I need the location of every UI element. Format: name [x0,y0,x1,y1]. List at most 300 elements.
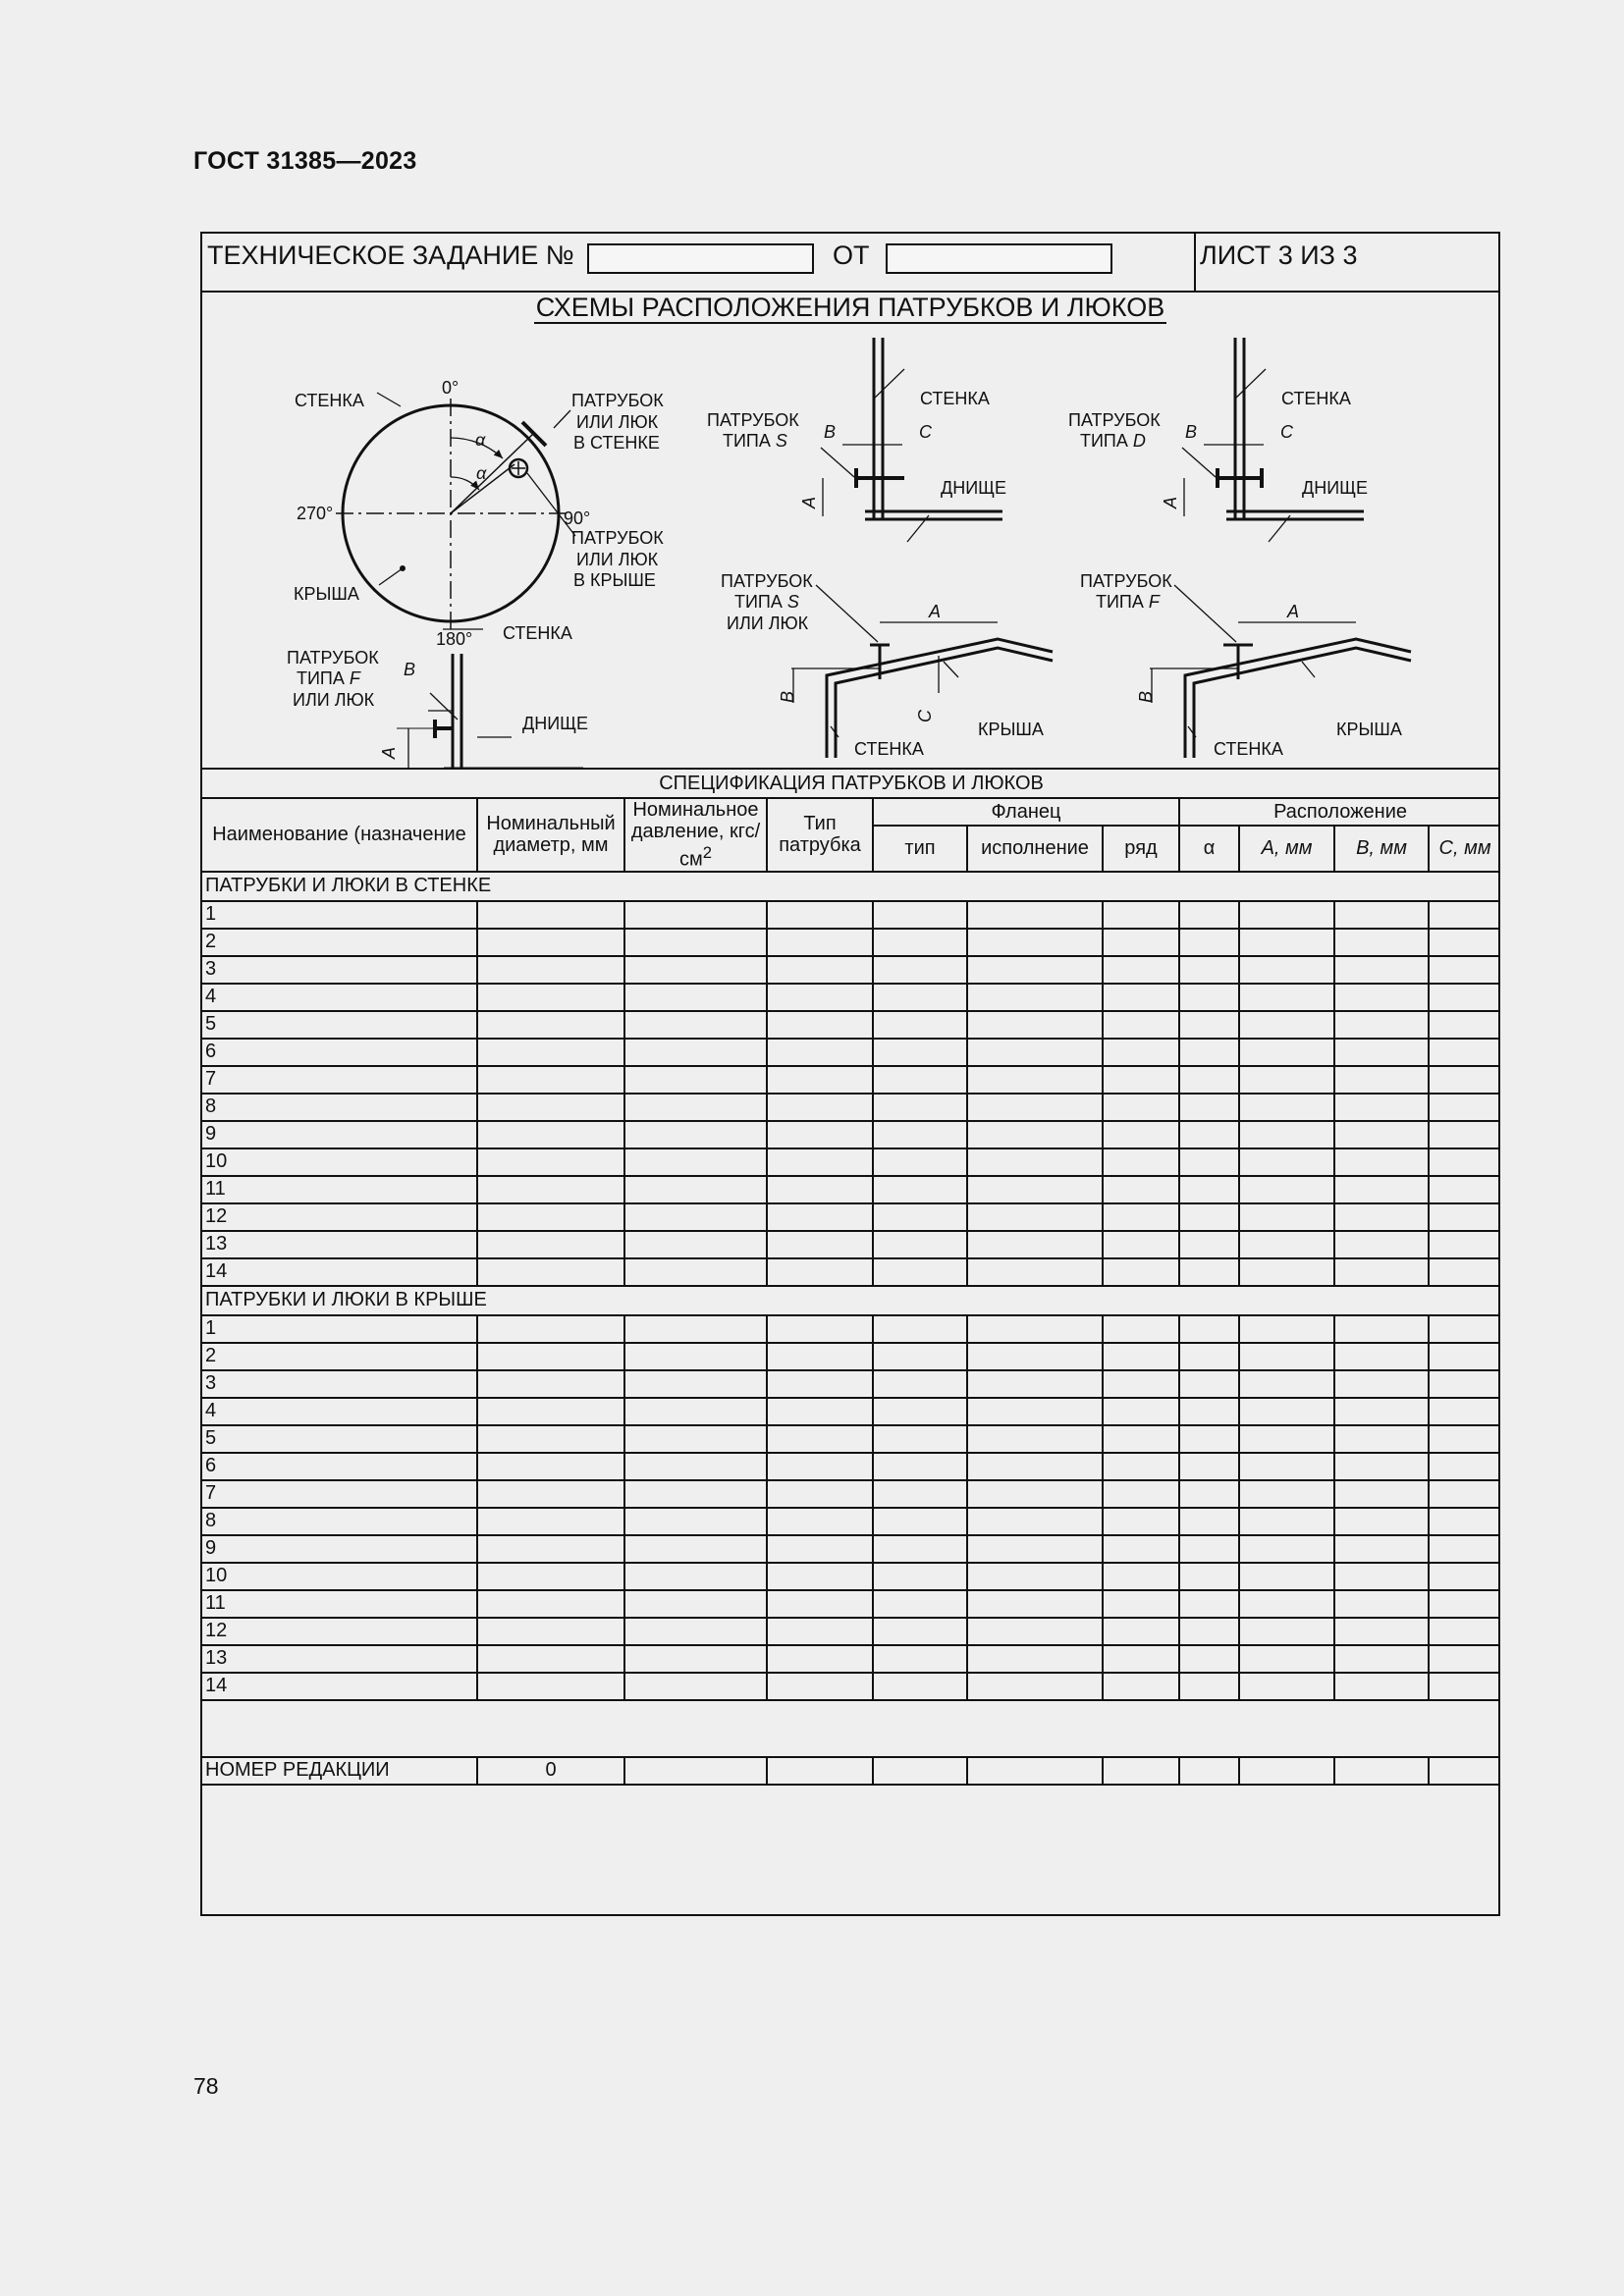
roof-cell[interactable] [1179,1480,1239,1508]
wall-cell[interactable] [1334,956,1429,984]
wall-cell[interactable] [873,956,967,984]
spec-number-field[interactable] [589,245,812,272]
wall-cell[interactable] [1179,984,1239,1011]
wall-cell[interactable] [1429,1094,1500,1121]
roof-cell[interactable] [1179,1398,1239,1425]
wall-cell[interactable] [1334,1121,1429,1148]
roof-cell[interactable] [967,1645,1103,1673]
wall-cell[interactable] [967,1094,1103,1121]
roof-cell[interactable] [1429,1425,1500,1453]
wall-cell[interactable] [624,1039,767,1066]
roof-cell[interactable] [1334,1563,1429,1590]
roof-cell[interactable] [1429,1315,1500,1343]
roof-cell[interactable] [873,1508,967,1535]
wall-cell[interactable] [1179,1011,1239,1039]
roof-cell[interactable] [1239,1343,1334,1370]
wall-cell[interactable] [967,901,1103,929]
roof-cell[interactable] [967,1563,1103,1590]
roof-cell[interactable] [1179,1563,1239,1590]
roof-cell[interactable] [767,1508,873,1535]
wall-cell[interactable] [1239,1066,1334,1094]
roof-cell[interactable] [967,1315,1103,1343]
wall-cell[interactable] [477,1258,624,1286]
roof-cell[interactable] [1239,1508,1334,1535]
roof-cell[interactable] [1334,1590,1429,1618]
roof-cell[interactable] [624,1673,767,1700]
wall-cell[interactable] [1103,1148,1179,1176]
wall-cell[interactable] [767,1121,873,1148]
table-row [202,901,1500,929]
roof-cell[interactable] [1334,1535,1429,1563]
roof-cell[interactable] [1334,1673,1429,1700]
wall-cell[interactable] [967,1176,1103,1203]
roof-cell[interactable] [767,1425,873,1453]
wall-cell[interactable] [624,1258,767,1286]
wall-cell[interactable] [624,1121,767,1148]
roof-cell[interactable] [477,1563,624,1590]
roof-cell[interactable] [1239,1563,1334,1590]
wall-cell[interactable] [767,901,873,929]
roof-cell[interactable] [1103,1370,1179,1398]
wall-cell[interactable] [1103,1066,1179,1094]
roof-cell[interactable] [1179,1315,1239,1343]
roof-cell[interactable] [767,1563,873,1590]
wall-cell[interactable] [1103,956,1179,984]
roof-cell[interactable] [1334,1425,1429,1453]
roof-cell[interactable] [1103,1618,1179,1645]
roof-cell[interactable] [873,1535,967,1563]
roof-cell[interactable] [477,1673,624,1700]
roof-cell[interactable] [477,1535,624,1563]
roof-cell[interactable] [624,1535,767,1563]
wall-cell[interactable] [624,1066,767,1094]
wall-cell[interactable] [1179,1039,1239,1066]
wall-cell[interactable] [967,1231,1103,1258]
roof-cell[interactable] [1239,1453,1334,1480]
wall-cell[interactable] [1179,929,1239,956]
wall-cell[interactable] [1179,1203,1239,1231]
wall-cell[interactable] [767,1148,873,1176]
roof-cell[interactable] [1103,1343,1179,1370]
spec-date-field[interactable] [888,245,1110,272]
wall-cell[interactable] [1179,1231,1239,1258]
wall-cell[interactable] [1239,984,1334,1011]
roof-cell[interactable] [767,1590,873,1618]
roof-cell[interactable] [873,1315,967,1343]
wall-cell[interactable] [1239,1039,1334,1066]
wall-cell[interactable] [477,901,624,929]
wall-cell[interactable] [624,1011,767,1039]
roof-cell[interactable] [477,1343,624,1370]
wall-cell[interactable] [967,1066,1103,1094]
wall-cell[interactable] [477,1066,624,1094]
wall-cell[interactable] [1334,929,1429,956]
roof-cell[interactable] [1239,1370,1334,1398]
wall-cell[interactable] [1103,929,1179,956]
roof-cell[interactable] [1334,1370,1429,1398]
wall-cell[interactable] [477,1148,624,1176]
schemes-title: СХЕМЫ РАСПОЛОЖЕНИЯ ПАТРУБКОВ И ЛЮКОВ [535,293,1165,322]
notes-cell[interactable] [202,1700,1500,1757]
wall-cell[interactable] [477,1176,624,1203]
wall-cell[interactable] [967,1148,1103,1176]
roof-cell[interactable] [1179,1343,1239,1370]
wall-cell[interactable] [1429,1121,1500,1148]
wall-cell[interactable] [1103,1258,1179,1286]
wall-cell[interactable] [624,984,767,1011]
wall-cell[interactable] [767,1176,873,1203]
roof-cell[interactable] [624,1508,767,1535]
wall-cell[interactable] [767,1011,873,1039]
roof-cell[interactable] [1429,1618,1500,1645]
roof-cell[interactable] [477,1315,624,1343]
wall-cell[interactable] [1239,1094,1334,1121]
wall-cell[interactable] [477,929,624,956]
wall-cell[interactable] [1334,1066,1429,1094]
wall-cell[interactable] [873,1258,967,1286]
wall-cell[interactable] [1429,901,1500,929]
wall-cell[interactable] [624,1203,767,1231]
roof-cell[interactable] [1103,1673,1179,1700]
wall-cell[interactable] [1103,1039,1179,1066]
roof-cell[interactable] [1103,1563,1179,1590]
revision-cell[interactable] [1179,1757,1239,1785]
wall-cell[interactable] [767,1066,873,1094]
revision-cell[interactable] [1334,1757,1429,1785]
wall-cell[interactable] [1239,1011,1334,1039]
roof-cell[interactable] [967,1453,1103,1480]
roof-cell[interactable] [873,1425,967,1453]
roof-cell[interactable] [1239,1535,1334,1563]
roof-cell[interactable] [1429,1480,1500,1508]
roof-cell[interactable] [477,1645,624,1673]
roof-cell[interactable] [967,1343,1103,1370]
revision-cell[interactable] [1429,1757,1500,1785]
roof-cell[interactable] [967,1398,1103,1425]
wall-cell[interactable] [1179,1094,1239,1121]
roof-cell[interactable] [1429,1645,1500,1673]
roof-cell[interactable] [1179,1508,1239,1535]
roof-cell[interactable] [1103,1480,1179,1508]
roof-cell[interactable] [1429,1398,1500,1425]
wall-cell[interactable] [1239,1176,1334,1203]
roof-cell[interactable] [1239,1645,1334,1673]
roof-cell[interactable] [873,1645,967,1673]
roof-cell[interactable] [1429,1590,1500,1618]
wall-cell[interactable] [1103,1203,1179,1231]
roof-cell[interactable] [767,1480,873,1508]
wall-cell[interactable] [767,1231,873,1258]
roof-cell[interactable] [967,1370,1103,1398]
wall-cell[interactable] [873,984,967,1011]
roof-cell[interactable] [477,1425,624,1453]
wall-cell[interactable] [873,929,967,956]
roof-cell[interactable] [624,1425,767,1453]
roof-cell[interactable] [1239,1315,1334,1343]
roof-cell[interactable] [1103,1535,1179,1563]
wall-cell[interactable] [1239,901,1334,929]
revision-cell[interactable] [1103,1757,1179,1785]
wall-cell[interactable] [477,956,624,984]
wall-cell[interactable] [1429,984,1500,1011]
roof-cell[interactable] [767,1645,873,1673]
wall-cell[interactable] [873,1039,967,1066]
wall-cell[interactable] [477,984,624,1011]
roof-cell[interactable] [1239,1590,1334,1618]
roof-cell[interactable] [1429,1343,1500,1370]
roof-cell[interactable] [1179,1370,1239,1398]
wall-cell[interactable] [1103,1231,1179,1258]
wall-cell[interactable] [1239,1148,1334,1176]
roof-cell[interactable] [767,1618,873,1645]
roof-cell[interactable] [477,1453,624,1480]
roof-cell[interactable] [967,1425,1103,1453]
roof-cell[interactable] [477,1480,624,1508]
wall-cell[interactable] [767,984,873,1011]
roof-cell[interactable] [1429,1370,1500,1398]
revision-cell[interactable] [1239,1757,1334,1785]
wall-cell[interactable] [1334,901,1429,929]
wall-cell[interactable] [1239,1258,1334,1286]
wall-cell[interactable] [477,1203,624,1231]
wall-cell[interactable] [767,929,873,956]
wall-cell[interactable] [1334,1203,1429,1231]
wall-cell[interactable] [1239,1121,1334,1148]
roof-cell[interactable] [1103,1645,1179,1673]
wall-cell[interactable] [1103,1176,1179,1203]
roof-cell[interactable] [624,1563,767,1590]
wall-cell[interactable] [873,1094,967,1121]
wall-cell[interactable] [624,1231,767,1258]
roof-cell[interactable] [967,1590,1103,1618]
wall-cell[interactable] [1334,1176,1429,1203]
wall-cell[interactable] [1179,901,1239,929]
wall-cell[interactable] [967,929,1103,956]
roof-cell[interactable] [1239,1480,1334,1508]
wall-cell[interactable] [767,1094,873,1121]
roof-cell[interactable] [873,1590,967,1618]
wall-cell[interactable] [873,1121,967,1148]
wall-cell[interactable] [1429,929,1500,956]
roof-cell[interactable] [1334,1645,1429,1673]
spec-number-box[interactable] [587,243,814,274]
roof-cell[interactable] [624,1343,767,1370]
wall-cell[interactable] [1103,1121,1179,1148]
wall-cell[interactable] [967,1011,1103,1039]
wall-cell[interactable] [967,956,1103,984]
wall-cell[interactable] [967,1258,1103,1286]
wall-cell[interactable] [767,1039,873,1066]
revision-cell[interactable] [767,1757,873,1785]
wall-cell[interactable] [624,929,767,956]
roof-cell[interactable] [1429,1535,1500,1563]
roof-cell[interactable] [1179,1673,1239,1700]
roof-cell[interactable] [873,1370,967,1398]
roof-cell[interactable] [1103,1453,1179,1480]
wall-cell[interactable] [967,1039,1103,1066]
wall-cell[interactable] [873,1231,967,1258]
wall-cell[interactable] [1334,984,1429,1011]
roof-cell[interactable] [873,1480,967,1508]
wall-cell[interactable] [1429,1176,1500,1203]
roof-cell[interactable] [477,1618,624,1645]
roof-cell[interactable] [1103,1508,1179,1535]
roof-cell[interactable] [1429,1563,1500,1590]
roof-cell[interactable] [1179,1425,1239,1453]
wall-cell[interactable] [767,1203,873,1231]
roof-cell[interactable] [624,1590,767,1618]
wall-cell[interactable] [477,1094,624,1121]
revision-cell[interactable] [624,1757,767,1785]
roof-cell[interactable] [1239,1398,1334,1425]
wall-cell[interactable] [624,1148,767,1176]
roof-cell[interactable] [1429,1673,1500,1700]
roof-cell[interactable] [1179,1618,1239,1645]
roof-cell[interactable] [767,1398,873,1425]
roof-cell[interactable] [1179,1645,1239,1673]
wall-cell[interactable] [477,1121,624,1148]
roof-cell[interactable] [477,1370,624,1398]
wall-cell[interactable] [767,1258,873,1286]
wall-cell[interactable] [967,1203,1103,1231]
roof-cell[interactable] [1239,1673,1334,1700]
wall-cell[interactable] [1179,956,1239,984]
roof-cell[interactable] [1179,1590,1239,1618]
wall-cell[interactable] [1103,1094,1179,1121]
spec-date-box[interactable] [886,243,1112,274]
roof-cell[interactable] [767,1673,873,1700]
roof-cell[interactable] [967,1508,1103,1535]
wall-cell[interactable] [873,901,967,929]
wall-cell[interactable] [1103,901,1179,929]
wall-cell[interactable] [624,1094,767,1121]
wall-cell[interactable] [624,956,767,984]
wall-cell[interactable] [624,901,767,929]
roof-cell[interactable] [767,1535,873,1563]
wall-cell[interactable] [1179,1121,1239,1148]
wall-cell[interactable] [1103,1011,1179,1039]
wall-cell[interactable] [1179,1258,1239,1286]
wall-cell[interactable] [1334,1039,1429,1066]
roof-cell[interactable] [767,1370,873,1398]
wall-cell[interactable] [1334,1258,1429,1286]
roof-cell[interactable] [1429,1453,1500,1480]
wall-cell[interactable] [873,1176,967,1203]
roof-cell[interactable] [967,1618,1103,1645]
roof-cell[interactable] [624,1645,767,1673]
roof-cell[interactable] [1239,1425,1334,1453]
roof-cell[interactable] [1334,1315,1429,1343]
wall-cell[interactable] [1103,984,1179,1011]
roof-cell[interactable] [1334,1398,1429,1425]
wall-cell[interactable] [967,984,1103,1011]
wall-cell[interactable] [477,1231,624,1258]
roof-cell[interactable] [1179,1535,1239,1563]
roof-cell[interactable] [1239,1618,1334,1645]
roof-cell[interactable] [624,1315,767,1343]
roof-cell[interactable] [967,1535,1103,1563]
wall-cell[interactable] [624,1176,767,1203]
roof-cell[interactable] [624,1453,767,1480]
wall-cell[interactable] [873,1011,967,1039]
revision-cell[interactable] [873,1757,967,1785]
header-pressure: Номинальное давление, кгс/$см^2$ [624,798,767,872]
roof-cell[interactable] [1334,1480,1429,1508]
wall-cell[interactable] [1179,1148,1239,1176]
roof-cell[interactable] [1103,1425,1179,1453]
wall-cell[interactable] [873,1203,967,1231]
wall-cell[interactable] [1239,1203,1334,1231]
wall-cell[interactable] [1429,956,1500,984]
wall-cell[interactable] [873,1148,967,1176]
roof-cell[interactable] [624,1370,767,1398]
wall-cell[interactable] [1429,1011,1500,1039]
roof-cell[interactable] [624,1480,767,1508]
roof-cell[interactable] [767,1343,873,1370]
roof-cell[interactable] [1334,1453,1429,1480]
roof-cell[interactable] [1334,1343,1429,1370]
roof-cell[interactable] [967,1480,1103,1508]
roof-cell[interactable] [1103,1398,1179,1425]
roof-cell[interactable] [873,1398,967,1425]
roof-cell[interactable] [1179,1453,1239,1480]
roof-cell[interactable] [1103,1590,1179,1618]
row-number: 12 [202,1203,477,1231]
wall-cell[interactable] [477,1039,624,1066]
roof-cell[interactable] [1334,1618,1429,1645]
roof-cell[interactable] [767,1315,873,1343]
wall-cell[interactable] [1179,1176,1239,1203]
wall-cell[interactable] [1239,956,1334,984]
wall-cell[interactable] [1429,1231,1500,1258]
roof-cell[interactable] [624,1618,767,1645]
wall-cell[interactable] [1429,1148,1500,1176]
roof-cell[interactable] [873,1453,967,1480]
wall-cell[interactable] [767,956,873,984]
wall-cell[interactable] [1239,1231,1334,1258]
roof-cell[interactable] [477,1398,624,1425]
roof-cell[interactable] [477,1508,624,1535]
wall-cell[interactable] [1429,1039,1500,1066]
roof-cell[interactable] [1429,1508,1500,1535]
roof-cell[interactable] [1103,1315,1179,1343]
roof-cell[interactable] [767,1453,873,1480]
roof-cell[interactable] [873,1563,967,1590]
wall-cell[interactable] [1429,1203,1500,1231]
roof-cell[interactable] [1334,1508,1429,1535]
wall-cell[interactable] [1429,1066,1500,1094]
wall-cell[interactable] [477,1011,624,1039]
wall-cell[interactable] [873,1066,967,1094]
roof-cell[interactable] [873,1618,967,1645]
wall-cell[interactable] [1239,929,1334,956]
roof-cell[interactable] [477,1590,624,1618]
roof-cell[interactable] [624,1398,767,1425]
revision-value[interactable]: 0 [477,1757,624,1785]
wall-cell[interactable] [1334,1011,1429,1039]
roof-cell[interactable] [873,1673,967,1700]
wall-cell[interactable] [1334,1148,1429,1176]
wall-cell[interactable] [1429,1258,1500,1286]
table-row [202,1453,1500,1480]
roof-cell[interactable] [873,1343,967,1370]
wall-cell[interactable] [1179,1066,1239,1094]
revision-cell[interactable] [967,1757,1103,1785]
wall-cell[interactable] [1334,1094,1429,1121]
wall-cell[interactable] [1334,1231,1429,1258]
roof-cell[interactable] [967,1673,1103,1700]
wall-cell[interactable] [967,1121,1103,1148]
